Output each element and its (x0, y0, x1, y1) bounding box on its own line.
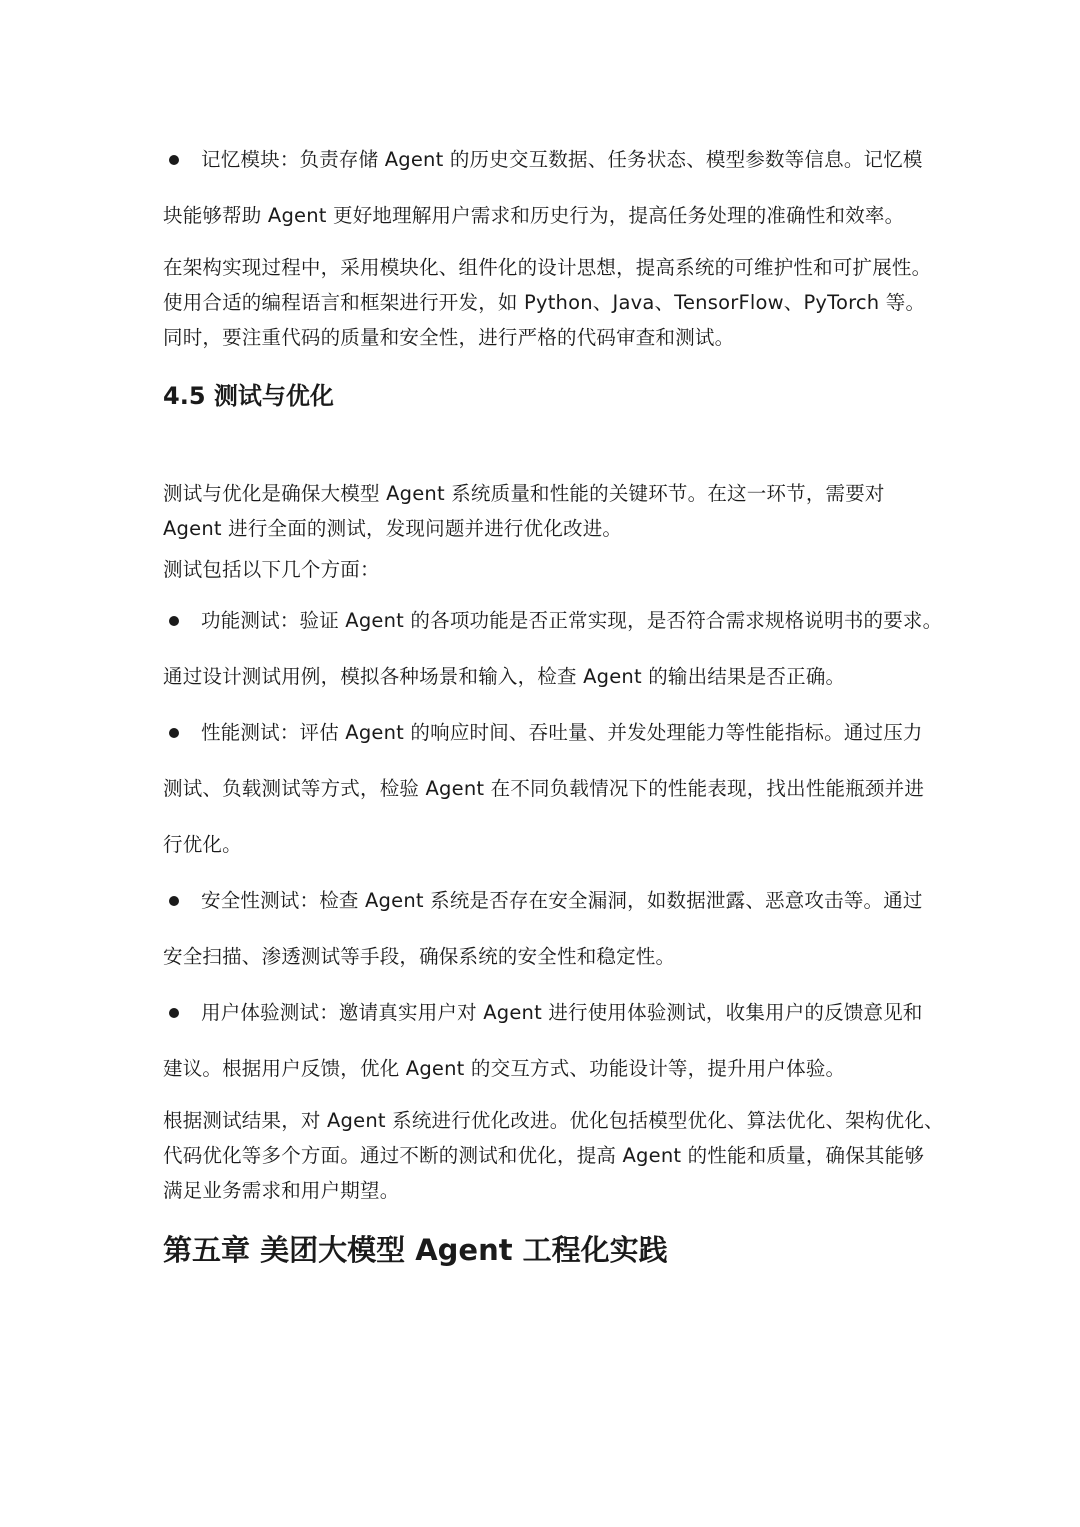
ux-test-line2: 建议。根据用户反馈，优化 Agent 的交互方式、功能设计等，提升用户体验。 (163, 1057, 846, 1080)
bullet-dot (169, 155, 179, 165)
intro-paragraph-line1: 测试与优化是确保大模型 Agent 系统质量和性能的关键环节。在这一环节，需要对 (163, 482, 885, 505)
intro-paragraph-line2: Agent 进行全面的测试，发现问题并进行优化改进。 (163, 517, 623, 540)
section-heading: 4.5 测试与优化 (163, 382, 334, 410)
security-test-line2: 安全扫描、渗透测试等手段，确保系统的安全性和稳定性。 (163, 945, 676, 968)
functional-test-line1: 功能测试：验证 Agent 的各项功能是否正常实现，是否符合需求规格说明书的要求。 (201, 609, 943, 632)
conclusion-paragraph-line2: 代码优化等多个方面。通过不断的测试和优化，提高 Agent 的性能和质量，确保其能够 (163, 1144, 925, 1167)
test-aspects-intro: 测试包括以下几个方面： (163, 558, 380, 581)
ux-test-line1: 用户体验测试：邀请真实用户对 Agent 进行使用体验测试，收集用户的反馈意见和 (201, 1001, 923, 1024)
bullet-dot (169, 1008, 179, 1018)
architecture-paragraph-line2: 使用合适的编程语言和框架进行开发，如 Python、Java、TensorFlow、PyTorch 等。 (163, 291, 926, 314)
performance-test-line3: 行优化。 (163, 833, 242, 856)
bullet-dot (169, 728, 179, 738)
bullet-dot (169, 896, 179, 906)
functional-test-line2: 通过设计测试用例，模拟各种场景和输入，检查 Agent 的输出结果是否正确。 (163, 665, 846, 688)
chapter-heading: 第五章 美团大模型 Agent 工程化实践 (163, 1233, 668, 1267)
memory-module-line2: 块能够帮助 Agent 更好地理解用户需求和历史行为，提高任务处理的准确性和效率。 (163, 204, 905, 227)
memory-module-line1: 记忆模块：负责存储 Agent 的历史交互数据、任务状态、模型参数等信息。记忆模 (201, 148, 923, 171)
performance-test-line2: 测试、负载测试等方式，检验 Agent 在不同负载情况下的性能表现，找出性能瓶颈并进 (163, 777, 925, 800)
conclusion-paragraph-line1: 根据测试结果，对 Agent 系统进行优化改进。优化包括模型优化、算法优化、架构优化、 (163, 1109, 944, 1132)
conclusion-paragraph-line3: 满足业务需求和用户期望。 (163, 1179, 400, 1202)
architecture-paragraph-line3: 同时，要注重代码的质量和安全性，进行严格的代码审查和测试。 (163, 326, 735, 349)
performance-test-line1: 性能测试：评估 Agent 的响应时间、吞吐量、并发处理能力等性能指标。通过压力 (201, 721, 923, 744)
security-test-line1: 安全性测试：检查 Agent 系统是否存在安全漏洞，如数据泄露、恶意攻击等。通过 (201, 889, 923, 912)
bullet-dot (169, 616, 179, 626)
architecture-paragraph-line1: 在架构实现过程中，采用模块化、组件化的设计思想，提高系统的可维护性和可扩展性。 (163, 256, 932, 279)
